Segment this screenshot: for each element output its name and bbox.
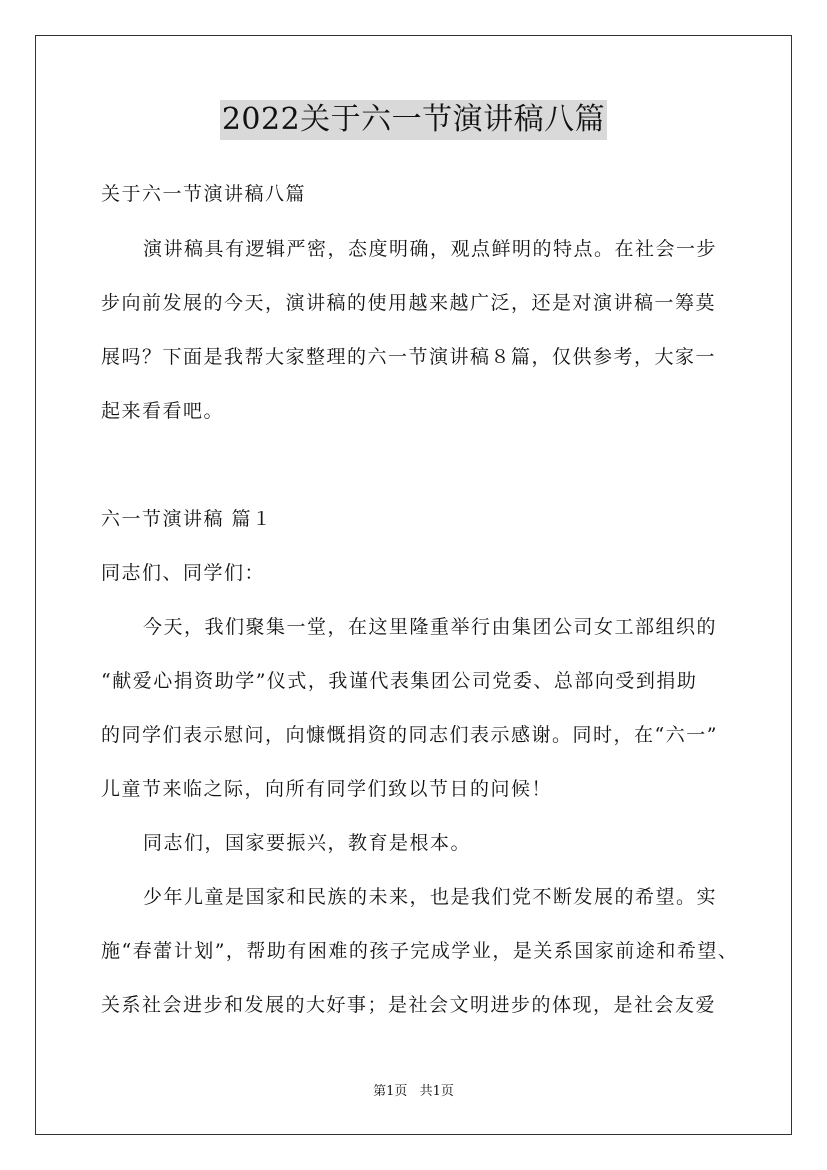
paragraph-line: 关系社会进步和发展的大好事；是社会文明进步的体现，是社会友爱 [101, 994, 717, 1016]
paragraph-line: 同志们，国家要振兴，教育是根本。 [143, 832, 472, 854]
paragraph-line: 今天，我们聚集一堂，在这里隆重举行由集团公司女工部组织的 [143, 616, 718, 638]
document-title: 2022关于六一节演讲稿八篇 [220, 100, 607, 140]
intro-line: 演讲稿具有逻辑严密，态度明确，观点鲜明的特点。在社会一步 [143, 238, 718, 260]
salutation: 同志们、同学们： [101, 562, 266, 584]
paragraph-line: 施“春蕾计划”，帮助有困难的孩子完成学业，是关系国家前途和希望、 [101, 940, 739, 962]
page-footer [0, 1083, 827, 1101]
paragraph-line: 儿童节来临之际，向所有同学们致以节日的问候！ [101, 778, 553, 800]
page-number: 第1页 [373, 1084, 408, 1099]
intro-line: 起来看看吧。 [101, 400, 225, 422]
paragraph-line: “献爱心捐资助学”仪式，我谨代表集团公司党委、总部向受到捐助 [101, 670, 698, 692]
document-subtitle: 关于六一节演讲稿八篇 [101, 183, 307, 205]
page-total: 共1页 [419, 1084, 454, 1099]
intro-line: 展吗？下面是我帮大家整理的六一节演讲稿８篇，仅供参考，大家一 [101, 346, 717, 368]
title-container [0, 100, 827, 140]
intro-line: 步向前发展的今天，演讲稿的使用越来越广泛，还是对演讲稿一筹莫 [101, 292, 717, 314]
paragraph-line: 少年儿童是国家和民族的未来，也是我们党不断发展的希望。实 [143, 886, 718, 908]
paragraph-line: 的同学们表示慰问，向慷慨捐资的同志们表示感谢。同时，在“六一” [101, 724, 718, 746]
section-heading: 六一节演讲稿 篇１ [101, 508, 273, 530]
